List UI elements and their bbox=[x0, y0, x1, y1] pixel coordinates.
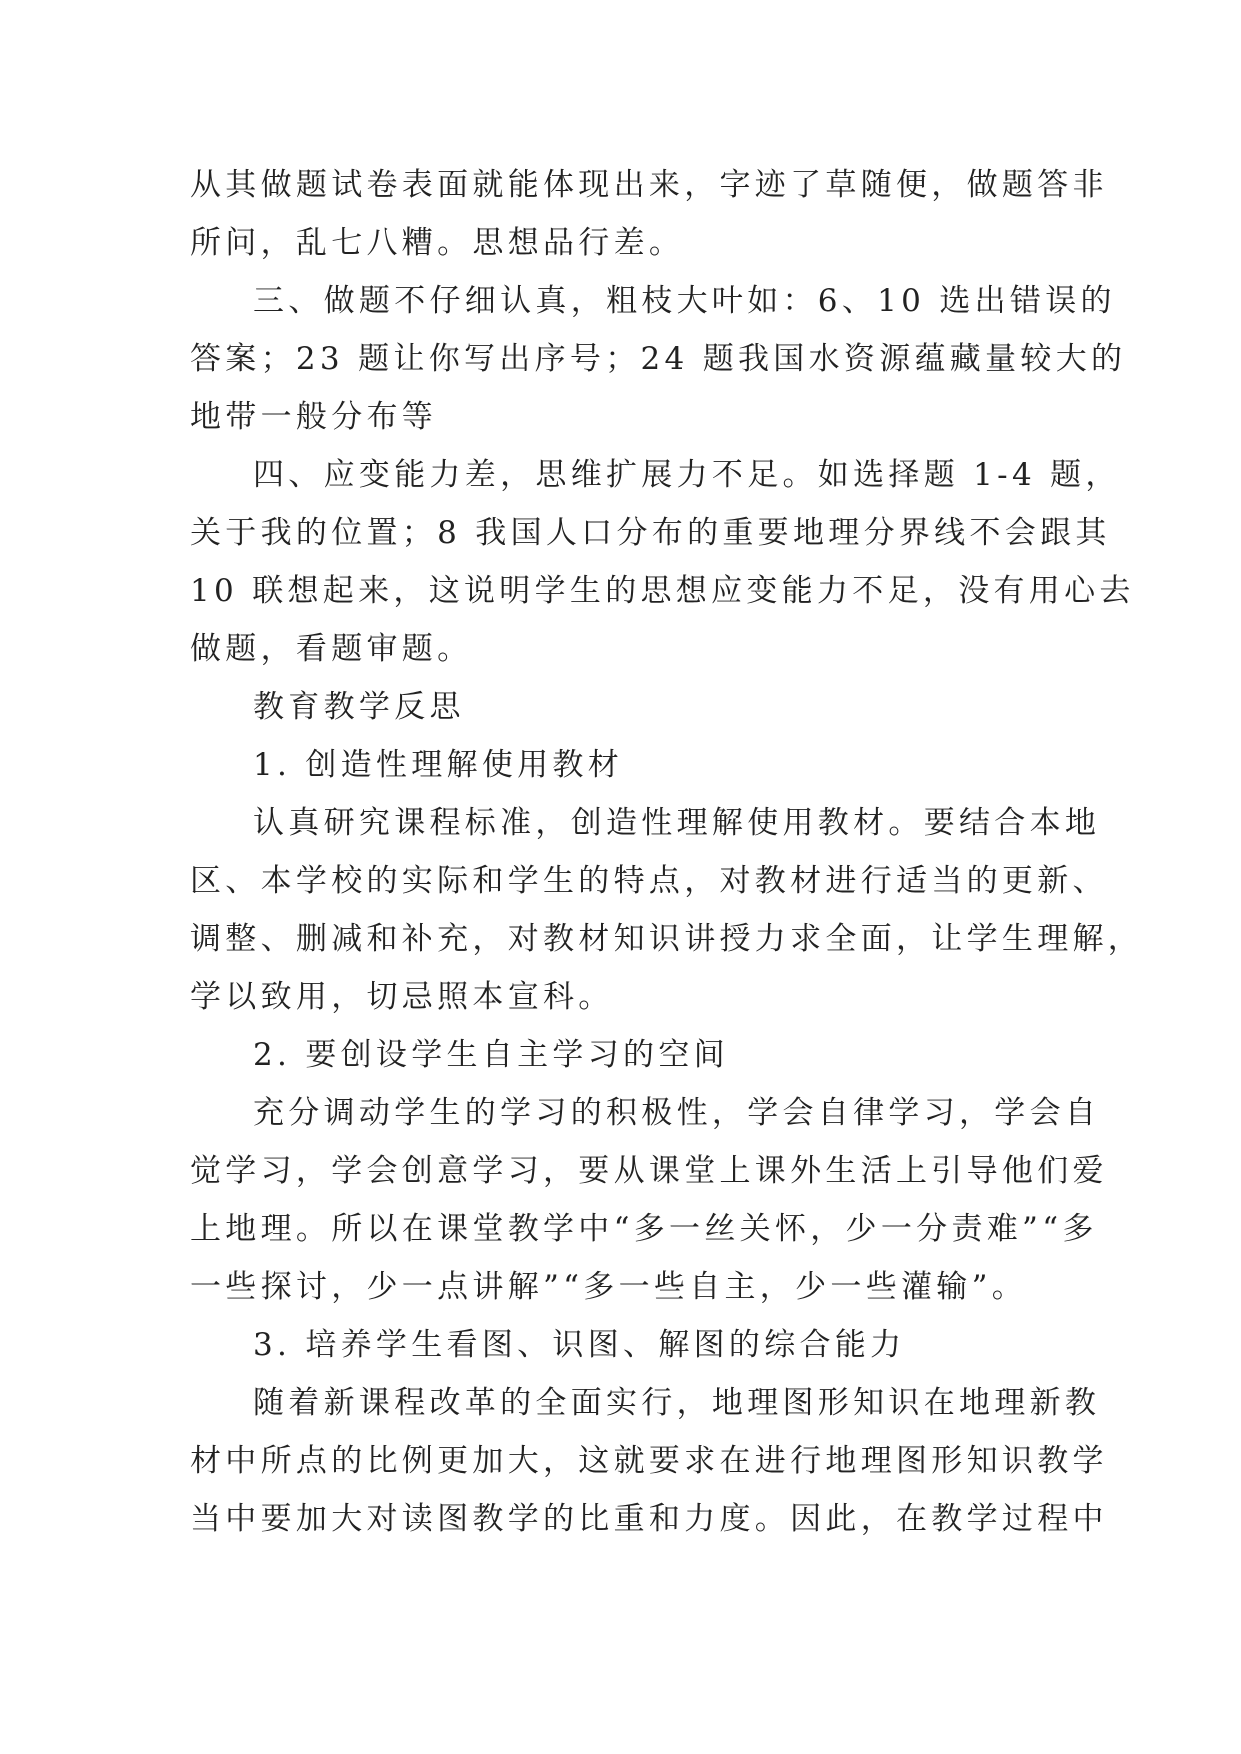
subsection-heading: 2. 要创设学生自主学习的空间 bbox=[253, 1037, 729, 1073]
text-line: 10 联想起来，这说明学生的思想应变能力不足，没有用心去 bbox=[190, 573, 1135, 609]
text-line: 关于我的位置；8 我国人口分布的重要地理分界线不会跟其 bbox=[190, 515, 1111, 551]
text-line: 所问，乱七八糟。思想品行差。 bbox=[190, 225, 685, 261]
text-line: 四、应变能力差，思维扩展力不足。如选择题 1-4 题， bbox=[253, 457, 1121, 493]
text-line: 一些探讨，少一点讲解”“多一些自主，少一些灌输”。 bbox=[190, 1269, 1028, 1305]
text-line: 答案；23 题让你写出序号；24 题我国水资源蕴藏量较大的 bbox=[190, 341, 1127, 377]
subsection-heading: 1. 创造性理解使用教材 bbox=[253, 747, 624, 783]
section-heading: 教育教学反思 bbox=[253, 689, 465, 725]
text-line: 当中要加大对读图教学的比重和力度。因此，在教学过程中 bbox=[190, 1501, 1108, 1537]
text-line: 认真研究课程标准，创造性理解使用教材。要结合本地 bbox=[253, 805, 1101, 841]
text-line: 区、本学校的实际和学生的特点，对教材进行适当的更新、 bbox=[190, 863, 1108, 899]
text-line: 从其做题试卷表面就能体现出来，字迹了草随便，做题答非 bbox=[190, 167, 1108, 203]
text-line: 上地理。所以在课堂教学中“多一丝关怀，少一分责难”“多 bbox=[190, 1211, 1098, 1247]
text-line: 充分调动学生的学习的积极性，学会自律学习，学会自 bbox=[253, 1095, 1101, 1131]
text-line: 三、做题不仔细认真，粗枝大叶如：6、10 选出错误的 bbox=[253, 283, 1116, 319]
text-line: 做题，看题审题。 bbox=[190, 631, 473, 667]
text-line: 地带一般分布等 bbox=[190, 399, 438, 435]
text-line: 随着新课程改革的全面实行，地理图形知识在地理新教 bbox=[253, 1385, 1101, 1421]
text-line: 觉学习，学会创意学习，要从课堂上课外生活上引导他们爱 bbox=[190, 1153, 1108, 1189]
text-line: 材中所点的比例更加大，这就要求在进行地理图形知识教学 bbox=[190, 1443, 1108, 1479]
subsection-heading: 3. 培养学生看图、识图、解图的综合能力 bbox=[253, 1327, 906, 1363]
text-line: 学以致用，切忌照本宣科。 bbox=[190, 979, 614, 1015]
text-line: 调整、删减和补充，对教材知识讲授力求全面，让学生理解， bbox=[190, 921, 1144, 957]
